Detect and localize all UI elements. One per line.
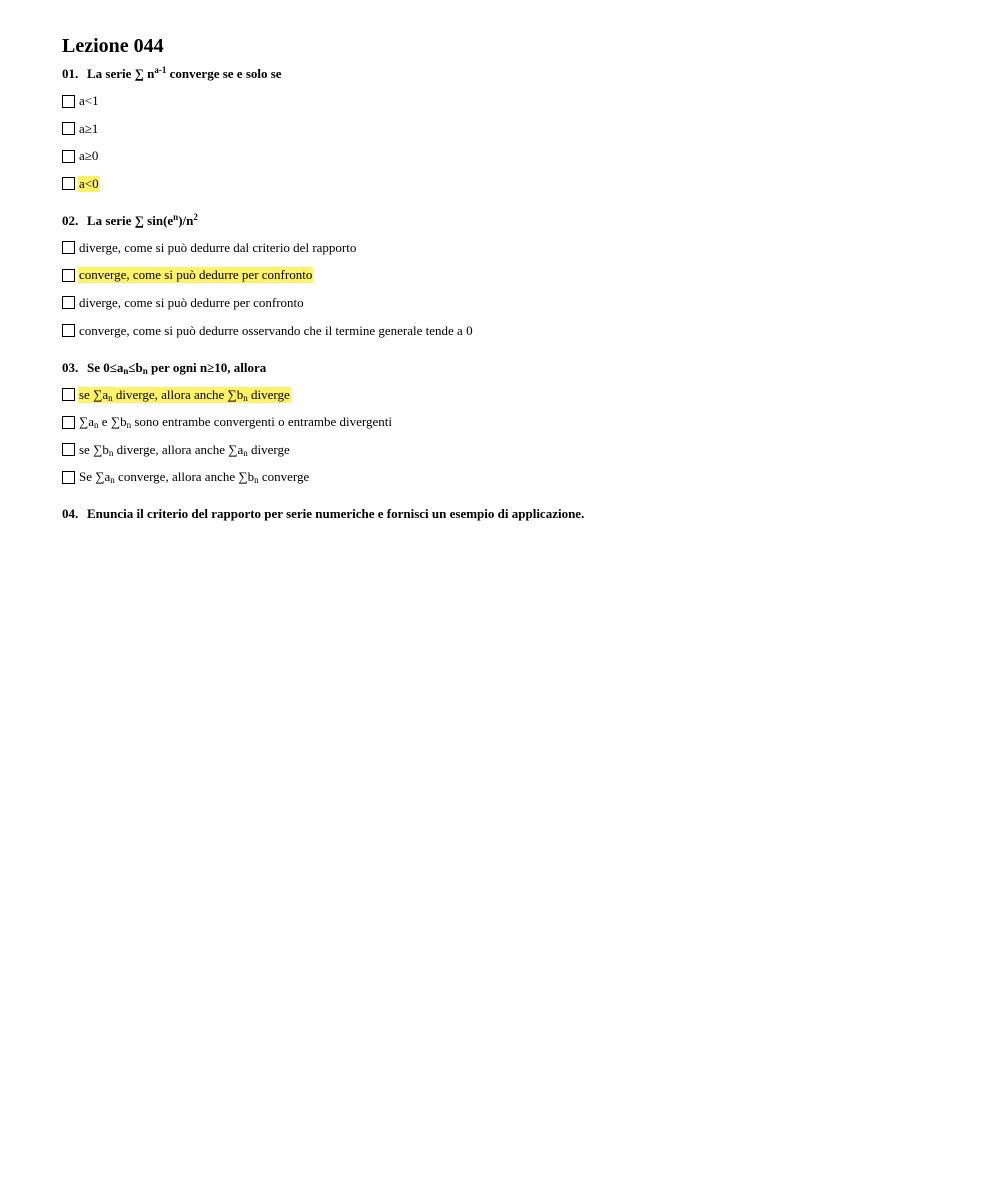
- question-text: Se $0\le a_n\le b_n$ per ogni n≥10, allora: [87, 359, 267, 376]
- answer-checkbox[interactable]: [62, 416, 75, 429]
- answer-option[interactable]: [62, 266, 962, 284]
- subscript: n: [254, 475, 259, 486]
- answer-checkbox[interactable]: [62, 388, 75, 401]
- subscript: n: [108, 447, 114, 458]
- answer-checkbox[interactable]: [62, 177, 75, 190]
- subscript: n: [126, 420, 132, 431]
- question-number: 01.: [62, 66, 79, 81]
- question-number: 02.: [62, 212, 79, 228]
- option-label: converge, come si può dedurre osservando che il termine generale tende a 0: [79, 322, 473, 338]
- answer-option[interactable]: [62, 294, 962, 312]
- answer-checkbox[interactable]: [62, 443, 75, 456]
- option-label-highlighted: a<0: [79, 175, 99, 191]
- subscript: n: [123, 365, 129, 376]
- answer-checkbox[interactable]: [62, 122, 75, 135]
- question-heading: [62, 360, 962, 376]
- subscript: n: [142, 365, 148, 376]
- answer-option[interactable]: [62, 322, 962, 340]
- option-label: a≥0: [79, 148, 99, 164]
- option-label: diverge, come si può dedurre dal criterio del rapporto: [79, 239, 357, 255]
- question-number: 04.: [62, 506, 79, 522]
- superscript: 2: [193, 211, 198, 222]
- question-04: [62, 506, 962, 522]
- subscript: n: [94, 420, 99, 431]
- lesson-title: Lezione 044: [62, 35, 164, 57]
- document-page: [62, 34, 962, 542]
- answer-checkbox[interactable]: [62, 150, 75, 163]
- question-03: [62, 360, 962, 487]
- superscript: n: [173, 211, 179, 222]
- answer-checkbox[interactable]: [62, 324, 75, 337]
- question-heading: [62, 66, 962, 82]
- answer-checkbox[interactable]: [62, 95, 75, 108]
- answer-option[interactable]: [62, 147, 962, 165]
- option-label: diverge, come si può dedurre per confronto: [79, 294, 304, 310]
- option-label-highlighted: converge, come si può dedurre per confronto: [79, 267, 313, 283]
- subscript: n: [108, 392, 113, 403]
- question-heading: [62, 213, 962, 229]
- answer-option[interactable]: [62, 175, 962, 193]
- answer-option[interactable]: [62, 239, 962, 257]
- answer-option[interactable]: [62, 441, 962, 459]
- question-text: La serie ∑ $n^{a-1}$ converge se e solo se: [87, 65, 282, 81]
- question-01: [62, 66, 962, 193]
- subscript: n: [110, 475, 115, 486]
- option-label: a<1: [79, 93, 99, 108]
- option-label: $\sum a_n$ e $\sum b_n$ sono entrambe convergenti o entrambe divergenti: [79, 414, 392, 431]
- answer-option[interactable]: [62, 413, 962, 431]
- question-number: 03.: [62, 359, 79, 375]
- answer-checkbox[interactable]: [62, 296, 75, 309]
- subscript: n: [243, 392, 248, 403]
- answer-checkbox[interactable]: [62, 241, 75, 254]
- option-label: se $\sum b_n$ diverge, allora anche $\sum a_n$ diverge: [79, 441, 290, 458]
- superscript: a-1: [154, 65, 167, 75]
- question-heading: [62, 506, 962, 522]
- answer-option[interactable]: [62, 386, 962, 404]
- option-label: Se $\sum a_n$ converge, allora anche $\sum b_n$ converge: [79, 469, 310, 486]
- answer-option[interactable]: [62, 120, 962, 138]
- question-text: La serie ∑ $\sin(e^n)/n^2$: [87, 211, 198, 228]
- option-label-highlighted: se $\sum a_n$ diverge, allora anche $\sum b_n$ diverge: [79, 386, 290, 403]
- question-text: Enuncia il criterio del rapporto per serie numeriche e fornisci un esempio di applicazione.: [87, 506, 585, 522]
- question-02: [62, 213, 962, 340]
- answer-option[interactable]: [62, 468, 962, 486]
- option-label: a≥1: [79, 120, 99, 136]
- answer-checkbox[interactable]: [62, 471, 75, 484]
- answer-checkbox[interactable]: [62, 269, 75, 282]
- answer-option[interactable]: [62, 92, 962, 110]
- subscript: n: [243, 447, 248, 458]
